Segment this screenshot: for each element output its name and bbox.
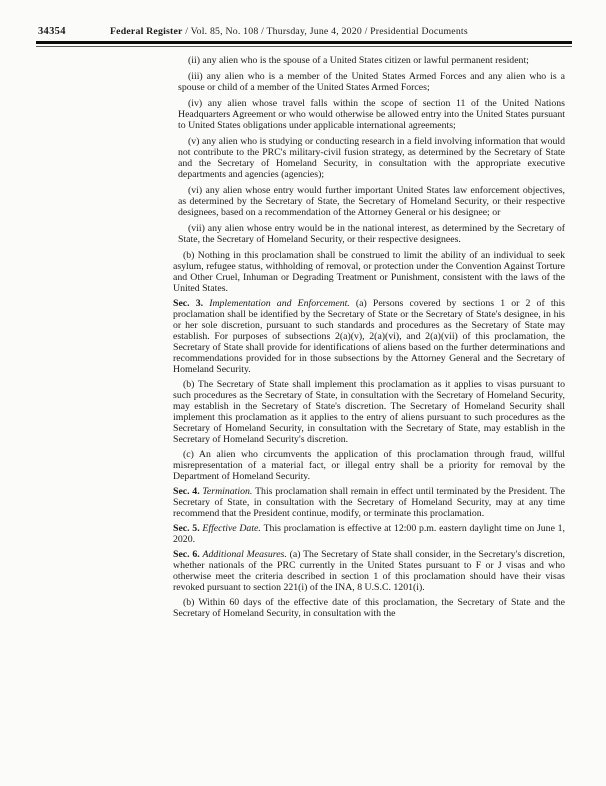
paragraph: (ii) any alien who is the spouse of a United States citizen or lawful permanent resident; (188, 55, 529, 66)
paragraph: (iv) any alien whose travel falls within the scope of section 11 of the United Nations Headquarters Agreement or who would otherwise be allowed entry into the United States pursuant to United States obligations under applicable international agreements; (178, 98, 565, 131)
section-paragraph: Sec. 3. Implementation and Enforcement. (a) Persons covered by sections 1 or 2 of this proclamation shall be identified by the Secretary of State or the Secretary of State's designee, in his or her sole discretion, pursuant to such standards and procedures as the Secretary of State may establish. For purposes of subsections 2(a)(v), 2(a)(vi), and 2(a)(vii) of this proclamation, the Secretary of State shall provide for identifications of aliens based on the further determinations and recommendations provided for in those subsections by the Attorney General and the Secretary of Homeland Security. (173, 298, 565, 375)
section-label: Sec. 5. (173, 523, 203, 534)
section-label: Sec. 4. (173, 486, 203, 497)
paragraph: (c) An alien who circumvents the application of this proclamation through fraud, willful misrepresentation of a material fact, or illegal entry shall be a priority for removal by the Department of Homeland Security. (173, 449, 565, 482)
section-title: Additional Measures. (202, 549, 290, 560)
running-head (110, 26, 468, 37)
page-header (38, 26, 572, 37)
paragraph: (vi) any alien whose entry would further important United States law enforcement objectives, as determined by the Secretary of State, the Secretary of Homeland Security, or their respective designees, based on a recommendation of the Attorney General or his designee; or (178, 185, 565, 218)
section-paragraph: Sec. 4. Termination. This proclamation shall remain in effect until terminated by the President. The Secretary of State, in consultation with the Secretary of Homeland Security, may at any time recommend that the President continue, modify, or terminate this proclamation. (173, 486, 565, 519)
section-label: Sec. 3. (173, 298, 210, 309)
header-rule-thick (36, 41, 572, 44)
section-paragraph: Sec. 5. Effective Date. This proclamation is effective at 12:00 p.m. eastern daylight time on June 1, 2020. (173, 523, 565, 545)
document-body (173, 55, 565, 619)
paragraph: (b) The Secretary of State shall implement this proclamation as it applies to visas pursuant to such procedures as the Secretary of State, in consultation with the Secretary of Homeland Security, may establish in the Secretary of State's discretion. The Secretary of Homeland Security shall implement this proclamation as it applies to the entry of aliens pursuant to such procedures as the Secretary of Homeland Security, in consultation with the Secretary of State, may establish in the Secretary of Homeland Security's discretion. (173, 379, 565, 445)
section-title: Effective Date. (202, 523, 264, 534)
paragraph: (v) any alien who is studying or conducting research in a field involving information that would not contribute to the PRC's military-civil fusion strategy, as determined by the Secretary of State and the Secretary of Homeland Security, in consultation with the appropriate executive departments and agencies (agencies); (178, 136, 565, 180)
paragraph: (iii) any alien who is a member of the United States Armed Forces and any alien who is a spouse or child of a member of the United States Armed Forces; (178, 71, 565, 93)
section-label: Sec. 6. (173, 549, 203, 560)
page-number: 34354 (38, 26, 66, 37)
header-rule-thin (36, 46, 572, 47)
journal-name: Federal Register (110, 26, 183, 37)
journal-issue-info: / Vol. 85, No. 108 / Thursday, June 4, 2020 / Presidential Documents (182, 26, 468, 37)
section-title: Termination. (202, 486, 256, 497)
paragraph: (b) Within 60 days of the effective date of this proclamation, the Secretary of State and the Secretary of Homeland Security, in consultation with the (173, 597, 565, 619)
paragraph: (vii) any alien whose entry would be in the national interest, as determined by the Secretary of State, the Secretary of Homeland Security, or their respective designees. (178, 223, 565, 245)
section-paragraph: Sec. 6. Additional Measures. (a) The Secretary of State shall consider, in the Secretary's discretion, whether nationals of the PRC currently in the United States pursuant to F or J visas and who otherwise meet the criteria described in section 1 of this proclamation should have their visas revoked pursuant to section 221(i) of the INA, 8 U.S.C. 1201(i). (173, 549, 565, 593)
section-title: Implementation and Enforcement. (209, 298, 356, 309)
paragraph: (b) Nothing in this proclamation shall be construed to limit the ability of an individual to seek asylum, refugee status, withholding of removal, or protection under the Convention Against Torture and Other Cruel, Inhuman or Degrading Treatment or Punishment, consistent with the laws of the United States. (173, 250, 565, 294)
